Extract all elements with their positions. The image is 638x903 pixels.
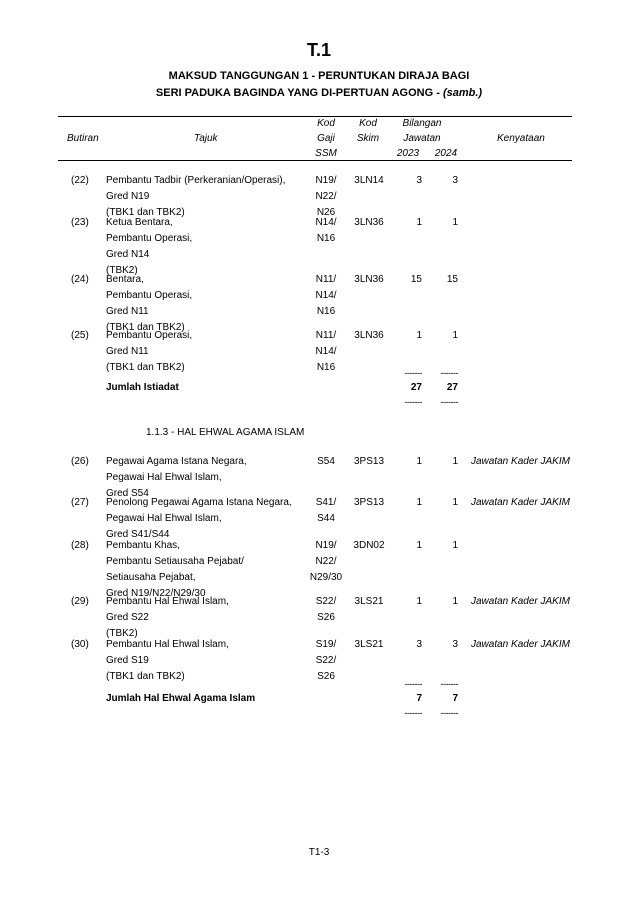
row-kod-gaji: S54 xyxy=(317,456,335,467)
subtotal-dash-2024: ------- xyxy=(440,368,458,378)
title-main: SERI PADUKA BAGINDA YANG DI-PERTUAN AGONG - xyxy=(155,87,443,99)
row-count-2023: 1 xyxy=(416,596,422,607)
row-kenyataan: Jawatan Kader JAKIM xyxy=(471,639,570,650)
row-tajuk: Gred S22 xyxy=(106,612,149,623)
row-tajuk: Gred N11 xyxy=(106,306,149,317)
document-title-line1: MAKSUD TANGGUNGAN 1 - PERUNTUKAN DIRAJA BAGI xyxy=(168,70,470,82)
header-bilangan-1: Bilangan xyxy=(402,118,442,129)
row-kod-gaji: N14/ xyxy=(315,217,337,228)
row-count-2024: 3 xyxy=(452,639,458,650)
row-count-2024: 3 xyxy=(452,175,458,186)
document-title-line2 xyxy=(0,87,638,99)
row-kenyataan: Jawatan Kader JAKIM xyxy=(471,596,570,607)
row-count-2023: 15 xyxy=(410,274,422,285)
row-kod-skim: 3PS13 xyxy=(353,497,385,508)
row-count-2024: 1 xyxy=(452,540,458,551)
title-suffix: (samb.) xyxy=(442,87,483,99)
table-header-rule xyxy=(58,160,572,161)
page-number: T1-3 xyxy=(308,847,330,858)
row-count-2023: 1 xyxy=(416,330,422,341)
row-kod-gaji: N16 xyxy=(316,362,336,373)
row-count-2024: 1 xyxy=(452,497,458,508)
row-tajuk: Pembantu Hal Ehwal Islam, xyxy=(106,596,229,607)
row-tajuk: (TBK1 dan TBK2) xyxy=(106,207,185,218)
row-tajuk: (TBK2) xyxy=(106,265,138,276)
total-hal-ehwal-2024: 7 xyxy=(452,693,458,704)
row-tajuk: Gred N11 xyxy=(106,346,149,357)
row-count-2023: 1 xyxy=(416,497,422,508)
total-dash-2024: ------- xyxy=(440,397,458,407)
row-kod-gaji: N16 xyxy=(316,233,336,244)
row-tajuk: Pembantu Tadbir (Perkeranian/Operasi), xyxy=(106,175,286,186)
row-kod-skim: 3LN14 xyxy=(354,175,384,186)
page-id: T.1 xyxy=(306,40,331,60)
row-count-2023: 3 xyxy=(416,639,422,650)
header-year-2023: 2023 xyxy=(396,148,420,159)
row-tajuk: Gred N19/N22/N29/30 xyxy=(106,588,206,599)
row-tajuk: Pembantu Hal Ehwal Islam, xyxy=(106,639,229,650)
total-dash-2023: ------- xyxy=(404,397,422,407)
row-tajuk: (TBK1 dan TBK2) xyxy=(106,671,185,682)
row-count-2023: 1 xyxy=(416,217,422,228)
row-tajuk: Gred N19 xyxy=(106,191,150,202)
row-number: (25) xyxy=(71,330,89,341)
row-number: (30) xyxy=(71,639,89,650)
row-kod-gaji: N14/ xyxy=(315,346,337,357)
row-count-2024: 1 xyxy=(452,596,458,607)
row-kod-gaji: N11/ xyxy=(315,330,337,341)
header-tajuk: Tajuk xyxy=(194,133,218,144)
row-kod-gaji: S41/ xyxy=(315,497,337,508)
row-kod-gaji: N14/ xyxy=(315,290,337,301)
row-tajuk: (TBK2) xyxy=(106,628,138,639)
row-count-2024: 1 xyxy=(452,330,458,341)
row-kod-gaji: N16 xyxy=(316,306,336,317)
header-kenyataan: Kenyataan xyxy=(497,133,545,144)
row-tajuk: Pembantu Setiausaha Pejabat/ xyxy=(106,556,244,567)
row-kod-gaji: S22/ xyxy=(315,655,337,666)
header-butiran: Butiran xyxy=(67,133,99,144)
row-number: (29) xyxy=(71,596,89,607)
row-tajuk: Pembantu Operasi, xyxy=(106,233,193,244)
row-kod-gaji: N11/ xyxy=(315,274,337,285)
row-kod-skim: 3DN02 xyxy=(353,540,385,551)
row-tajuk: Pegawai Hal Ehwal Islam, xyxy=(106,513,222,524)
total-istiadat-label: Jumlah Istiadat xyxy=(106,382,179,393)
row-kod-skim: 3PS13 xyxy=(353,456,385,467)
row-kod-skim: 3LN36 xyxy=(354,274,384,285)
header-kod-gaji-3: SSM xyxy=(315,148,337,159)
row-kod-skim: 3LS21 xyxy=(354,596,384,607)
row-tajuk: Setiausaha Pejabat, xyxy=(106,572,196,583)
row-tajuk: Pembantu Operasi, xyxy=(106,290,193,301)
row-kod-skim: 3LN36 xyxy=(354,217,384,228)
row-number: (22) xyxy=(71,175,89,186)
row-number: (28) xyxy=(71,540,89,551)
header-year-2024: 2024 xyxy=(434,148,458,159)
header-kod-gaji-1: Kod xyxy=(317,118,335,129)
row-kenyataan: Jawatan Kader JAKIM xyxy=(471,497,570,508)
total-istiadat-2024: 27 xyxy=(446,382,458,393)
row-tajuk: Gred S41/S44 xyxy=(106,529,170,540)
row-kod-gaji: N26 xyxy=(316,207,336,218)
row-kod-gaji: N19/ xyxy=(315,540,337,551)
table-top-rule xyxy=(58,116,572,117)
row-kod-gaji: S26 xyxy=(317,671,335,682)
row-kod-gaji: S19/ xyxy=(315,639,337,650)
row-tajuk: Pembantu Operasi, xyxy=(106,330,193,341)
total-istiadat-2023: 27 xyxy=(410,382,422,393)
row-kod-gaji: N22/ xyxy=(315,556,337,567)
header-kod-skim-2: Skim xyxy=(356,133,380,144)
total-dash-2024: ------- xyxy=(440,708,458,718)
section-heading: 1.1.3 - HAL EHWAL AGAMA ISLAM xyxy=(146,427,305,438)
row-kenyataan: Jawatan Kader JAKIM xyxy=(471,456,570,467)
row-count-2024: 15 xyxy=(446,274,458,285)
subtotal-dash-2023: ------- xyxy=(404,679,422,689)
row-kod-gaji: S44 xyxy=(317,513,335,524)
row-tajuk: Gred S54 xyxy=(106,488,149,499)
subtotal-dash-2024: ------- xyxy=(440,679,458,689)
row-kod-gaji: N19/ xyxy=(315,175,337,186)
row-tajuk: (TBK1 dan TBK2) xyxy=(106,322,185,333)
row-count-2024: 1 xyxy=(452,456,458,467)
row-tajuk: Penolong Pegawai Agama Istana Negara, xyxy=(106,497,292,508)
subtotal-dash-2023: ------- xyxy=(404,368,422,378)
row-tajuk: Pegawai Agama Istana Negara, xyxy=(106,456,247,467)
row-count-2023: 3 xyxy=(416,175,422,186)
total-hal-ehwal-2023: 7 xyxy=(416,693,422,704)
header-bilangan-2: Jawatan xyxy=(403,133,441,144)
total-dash-2023: ------- xyxy=(404,708,422,718)
row-number: (27) xyxy=(71,497,89,508)
row-tajuk: Gred N14 xyxy=(106,249,150,260)
total-hal-ehwal-label: Jumlah Hal Ehwal Agama Islam xyxy=(106,693,256,704)
row-count-2023: 1 xyxy=(416,456,422,467)
row-kod-skim: 3LN36 xyxy=(354,330,384,341)
row-tajuk: (TBK1 dan TBK2) xyxy=(106,362,185,373)
row-kod-gaji: N29/30 xyxy=(309,572,343,583)
row-count-2024: 1 xyxy=(452,217,458,228)
row-number: (24) xyxy=(71,274,89,285)
row-kod-gaji: S22/ xyxy=(315,596,337,607)
header-kod-skim-1: Kod xyxy=(359,118,377,129)
row-kod-skim: 3LS21 xyxy=(354,639,384,650)
row-tajuk: Pembantu Khas, xyxy=(106,540,180,551)
row-tajuk: Gred S19 xyxy=(106,655,149,666)
row-kod-gaji: N22/ xyxy=(315,191,337,202)
row-count-2023: 1 xyxy=(416,540,422,551)
row-number: (26) xyxy=(71,456,89,467)
row-tajuk: Bentara, xyxy=(106,274,144,285)
header-kod-gaji-2: Gaji xyxy=(317,133,335,144)
row-kod-gaji: S26 xyxy=(317,612,335,623)
row-number: (23) xyxy=(71,217,89,228)
row-tajuk: Ketua Bentara, xyxy=(106,217,173,228)
row-tajuk: Pegawai Hal Ehwal Islam, xyxy=(106,472,222,483)
